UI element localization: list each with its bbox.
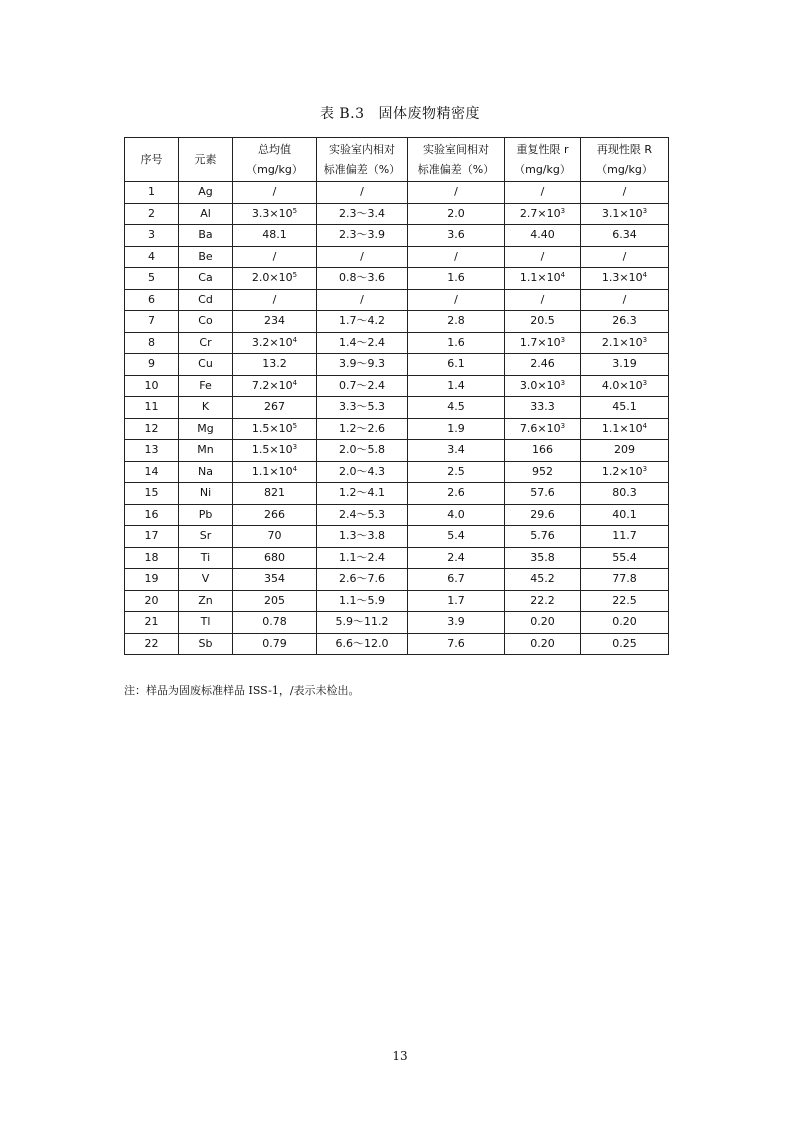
table-cell: / bbox=[233, 246, 317, 268]
column-header-line1: 实验室间相对 bbox=[423, 142, 489, 156]
table-row bbox=[125, 590, 669, 612]
column-header-line2: （mg/kg） bbox=[596, 162, 653, 176]
table-cell: Sr bbox=[179, 526, 233, 548]
table-note: 注：样品为固废标准样品 ISS-1，/表示未检出。 bbox=[124, 684, 360, 697]
table-cell: 26.3 bbox=[581, 311, 669, 333]
table-cell: $1.1\times 10^4$ bbox=[233, 461, 317, 483]
table-cell: Zn bbox=[179, 590, 233, 612]
table-cell: 45.2 bbox=[505, 569, 581, 591]
table-cell: 22.2 bbox=[505, 590, 581, 612]
table-cell: 20.5 bbox=[505, 311, 581, 333]
table-cell: 4.40 bbox=[505, 225, 581, 247]
table-cell: 1.4 bbox=[408, 375, 505, 397]
table-cell: Ti bbox=[179, 547, 233, 569]
column-header bbox=[179, 138, 233, 182]
table-cell: 5.4 bbox=[408, 526, 505, 548]
table-cell: 35.8 bbox=[505, 547, 581, 569]
table-cell: 18 bbox=[125, 547, 179, 569]
table-cell: Al bbox=[179, 203, 233, 225]
table-cell: 354 bbox=[233, 569, 317, 591]
table-cell: $1.5\times 10^5$ bbox=[233, 418, 317, 440]
table-cell: 680 bbox=[233, 547, 317, 569]
table-row bbox=[125, 612, 669, 634]
table-cell: 57.6 bbox=[505, 483, 581, 505]
table-cell: Tl bbox=[179, 612, 233, 634]
table-cell: 45.1 bbox=[581, 397, 669, 419]
table-cell: 4.0 bbox=[408, 504, 505, 526]
table-cell: 55.4 bbox=[581, 547, 669, 569]
table-cell: 1.3～3.8 bbox=[317, 526, 408, 548]
table-cell: 13 bbox=[125, 440, 179, 462]
table-cell: / bbox=[233, 182, 317, 204]
table-cell: $2.1\times 10^3$ bbox=[581, 332, 669, 354]
table-cell: 70 bbox=[233, 526, 317, 548]
table-cell: V bbox=[179, 569, 233, 591]
table-cell: 4 bbox=[125, 246, 179, 268]
table-cell: 952 bbox=[505, 461, 581, 483]
table-row bbox=[125, 289, 669, 311]
table-cell: 1 bbox=[125, 182, 179, 204]
table-cell: 40.1 bbox=[581, 504, 669, 526]
table-row bbox=[125, 225, 669, 247]
table-cell: 11.7 bbox=[581, 526, 669, 548]
table-cell: 3.3～5.3 bbox=[317, 397, 408, 419]
table-cell: 266 bbox=[233, 504, 317, 526]
table-cell: $3.3\times 10^5$ bbox=[233, 203, 317, 225]
table-cell: 2.5 bbox=[408, 461, 505, 483]
table-cell: 2.6～7.6 bbox=[317, 569, 408, 591]
table-cell: 3.9 bbox=[408, 612, 505, 634]
table-cell: 13.2 bbox=[233, 354, 317, 376]
table-cell: Co bbox=[179, 311, 233, 333]
table-number: 表 B.3 bbox=[319, 106, 365, 122]
header-row bbox=[125, 138, 669, 182]
column-header-line1: 总均值 bbox=[258, 142, 291, 156]
table-cell: $1.7\times 10^3$ bbox=[505, 332, 581, 354]
table-cell: Cu bbox=[179, 354, 233, 376]
table-cell: 6 bbox=[125, 289, 179, 311]
table-cell: 2.0 bbox=[408, 203, 505, 225]
table-cell: 6.6～12.0 bbox=[317, 633, 408, 655]
table-cell: 3.6 bbox=[408, 225, 505, 247]
column-header bbox=[408, 138, 505, 182]
table-cell: / bbox=[408, 246, 505, 268]
table-cell: 2.3～3.4 bbox=[317, 203, 408, 225]
table-cell: 234 bbox=[233, 311, 317, 333]
column-header-line2: 标准偏差（%） bbox=[323, 162, 401, 176]
table-cell: / bbox=[505, 246, 581, 268]
table-row bbox=[125, 311, 669, 333]
table-cell: 3 bbox=[125, 225, 179, 247]
table-cell: Ba bbox=[179, 225, 233, 247]
table-cell: $1.2\times 10^3$ bbox=[581, 461, 669, 483]
table-cell: 9 bbox=[125, 354, 179, 376]
table-cell: 5.76 bbox=[505, 526, 581, 548]
table-cell: 3.19 bbox=[581, 354, 669, 376]
table-cell: / bbox=[581, 182, 669, 204]
column-header-line1: 重复性限 r bbox=[516, 142, 569, 156]
table-cell: 15 bbox=[125, 483, 179, 505]
table-cell: Na bbox=[179, 461, 233, 483]
table-cell: 0.8～3.6 bbox=[317, 268, 408, 290]
table-cell: 205 bbox=[233, 590, 317, 612]
table-cell: Fe bbox=[179, 375, 233, 397]
precision-table bbox=[124, 137, 669, 655]
table-cell: Ca bbox=[179, 268, 233, 290]
table-cell: 0.20 bbox=[505, 633, 581, 655]
table-cell: 6.7 bbox=[408, 569, 505, 591]
table-cell: 11 bbox=[125, 397, 179, 419]
table-cell: / bbox=[317, 182, 408, 204]
column-header bbox=[505, 138, 581, 182]
table-cell: Mn bbox=[179, 440, 233, 462]
table-cell: Be bbox=[179, 246, 233, 268]
table-cell: $1.1\times 10^4$ bbox=[581, 418, 669, 440]
table-row bbox=[125, 268, 669, 290]
column-header bbox=[233, 138, 317, 182]
table-cell: 77.8 bbox=[581, 569, 669, 591]
table-cell: $7.2\times 10^4$ bbox=[233, 375, 317, 397]
table-cell: Sb bbox=[179, 633, 233, 655]
table-row bbox=[125, 633, 669, 655]
table-cell: $2.0\times 10^5$ bbox=[233, 268, 317, 290]
table-cell: 0.20 bbox=[505, 612, 581, 634]
table-cell: $1.5\times 10^3$ bbox=[233, 440, 317, 462]
table-cell: / bbox=[505, 289, 581, 311]
column-header bbox=[581, 138, 669, 182]
table-cell: 7 bbox=[125, 311, 179, 333]
table-cell: 29.6 bbox=[505, 504, 581, 526]
table-cell: 4.5 bbox=[408, 397, 505, 419]
table-cell: $3.1\times 10^3$ bbox=[581, 203, 669, 225]
column-header-line2: （mg/kg） bbox=[514, 162, 571, 176]
table-header bbox=[125, 138, 669, 182]
table-cell: Pb bbox=[179, 504, 233, 526]
table-cell: 5 bbox=[125, 268, 179, 290]
table-body bbox=[125, 182, 669, 655]
table-cell: 166 bbox=[505, 440, 581, 462]
table-cell: 2 bbox=[125, 203, 179, 225]
table-cell: 2.8 bbox=[408, 311, 505, 333]
column-header-line1: 实验室内相对 bbox=[329, 142, 395, 156]
table-cell: K bbox=[179, 397, 233, 419]
table-cell: / bbox=[408, 182, 505, 204]
table-cell: / bbox=[233, 289, 317, 311]
table-cell: 1.7～4.2 bbox=[317, 311, 408, 333]
table-cell: 12 bbox=[125, 418, 179, 440]
table-cell: 1.1～5.9 bbox=[317, 590, 408, 612]
table-cell: 7.6 bbox=[408, 633, 505, 655]
table-cell: / bbox=[317, 246, 408, 268]
table-row bbox=[125, 547, 669, 569]
table-cell: Ag bbox=[179, 182, 233, 204]
table-row bbox=[125, 182, 669, 204]
table-cell: 8 bbox=[125, 332, 179, 354]
table-row bbox=[125, 504, 669, 526]
column-header bbox=[317, 138, 408, 182]
table-cell: Mg bbox=[179, 418, 233, 440]
table-cell: 2.4～5.3 bbox=[317, 504, 408, 526]
column-header-line2: 标准偏差（%） bbox=[417, 162, 495, 176]
table-cell: 821 bbox=[233, 483, 317, 505]
table-cell: 1.9 bbox=[408, 418, 505, 440]
table-cell: Cr bbox=[179, 332, 233, 354]
page-number: 13 bbox=[392, 1049, 408, 1063]
table-cell: 20 bbox=[125, 590, 179, 612]
table-cell: $1.1\times 10^4$ bbox=[505, 268, 581, 290]
table-cell: 0.20 bbox=[581, 612, 669, 634]
table-cell: 1.6 bbox=[408, 332, 505, 354]
table-caption: 固体废物精密度 bbox=[378, 106, 481, 122]
table-cell: 1.4～2.4 bbox=[317, 332, 408, 354]
table-cell: 2.0～4.3 bbox=[317, 461, 408, 483]
table-cell: 10 bbox=[125, 375, 179, 397]
table-row bbox=[125, 332, 669, 354]
table-cell: 6.1 bbox=[408, 354, 505, 376]
table-cell: Cd bbox=[179, 289, 233, 311]
table-cell: $3.0\times 10^3$ bbox=[505, 375, 581, 397]
table-cell: 1.1～2.4 bbox=[317, 547, 408, 569]
table-row bbox=[125, 354, 669, 376]
table-cell: $3.2\times 10^4$ bbox=[233, 332, 317, 354]
table-cell: 14 bbox=[125, 461, 179, 483]
table-cell: $4.0\times 10^3$ bbox=[581, 375, 669, 397]
table-cell: 17 bbox=[125, 526, 179, 548]
table-row bbox=[125, 375, 669, 397]
table-row bbox=[125, 397, 669, 419]
table-cell: 22.5 bbox=[581, 590, 669, 612]
table-cell: 0.79 bbox=[233, 633, 317, 655]
table-cell: 80.3 bbox=[581, 483, 669, 505]
table-cell: 0.25 bbox=[581, 633, 669, 655]
table-row bbox=[125, 461, 669, 483]
table-cell: 1.6 bbox=[408, 268, 505, 290]
table-cell: / bbox=[505, 182, 581, 204]
column-header-line1: 序号 bbox=[140, 152, 163, 166]
table-cell: 1.2～4.1 bbox=[317, 483, 408, 505]
table-row bbox=[125, 246, 669, 268]
table-cell: 2.3～3.9 bbox=[317, 225, 408, 247]
column-header-line1: 元素 bbox=[194, 152, 217, 166]
table-cell: 2.6 bbox=[408, 483, 505, 505]
table-cell: / bbox=[581, 246, 669, 268]
table-cell: 0.78 bbox=[233, 612, 317, 634]
table-cell: / bbox=[408, 289, 505, 311]
table-row bbox=[125, 418, 669, 440]
table-title bbox=[0, 103, 800, 123]
table-cell: / bbox=[317, 289, 408, 311]
table-cell: 2.4 bbox=[408, 547, 505, 569]
table-cell: 209 bbox=[581, 440, 669, 462]
table-cell: 6.34 bbox=[581, 225, 669, 247]
table-row bbox=[125, 526, 669, 548]
column-header-line2: （mg/kg） bbox=[246, 162, 303, 176]
table-row bbox=[125, 203, 669, 225]
column-header-line1: 再现性限 R bbox=[596, 142, 653, 156]
table-cell: 48.1 bbox=[233, 225, 317, 247]
table-row bbox=[125, 483, 669, 505]
table-cell: 21 bbox=[125, 612, 179, 634]
table-row bbox=[125, 440, 669, 462]
column-header bbox=[125, 138, 179, 182]
table-cell: 33.3 bbox=[505, 397, 581, 419]
table-cell: 3.4 bbox=[408, 440, 505, 462]
table-cell: 1.7 bbox=[408, 590, 505, 612]
table-cell: $7.6\times 10^3$ bbox=[505, 418, 581, 440]
table-cell: 2.46 bbox=[505, 354, 581, 376]
table-cell: 1.2～2.6 bbox=[317, 418, 408, 440]
table-cell: / bbox=[581, 289, 669, 311]
table-cell: 267 bbox=[233, 397, 317, 419]
table-cell: Ni bbox=[179, 483, 233, 505]
table-cell: 2.0～5.8 bbox=[317, 440, 408, 462]
table-cell: 19 bbox=[125, 569, 179, 591]
table-cell: 5.9～11.2 bbox=[317, 612, 408, 634]
table-cell: 3.9～9.3 bbox=[317, 354, 408, 376]
table-cell: 22 bbox=[125, 633, 179, 655]
table-row bbox=[125, 569, 669, 591]
table-cell: $2.7\times 10^3$ bbox=[505, 203, 581, 225]
table-cell: $1.3\times 10^4$ bbox=[581, 268, 669, 290]
table-cell: 16 bbox=[125, 504, 179, 526]
table-cell: 0.7～2.4 bbox=[317, 375, 408, 397]
